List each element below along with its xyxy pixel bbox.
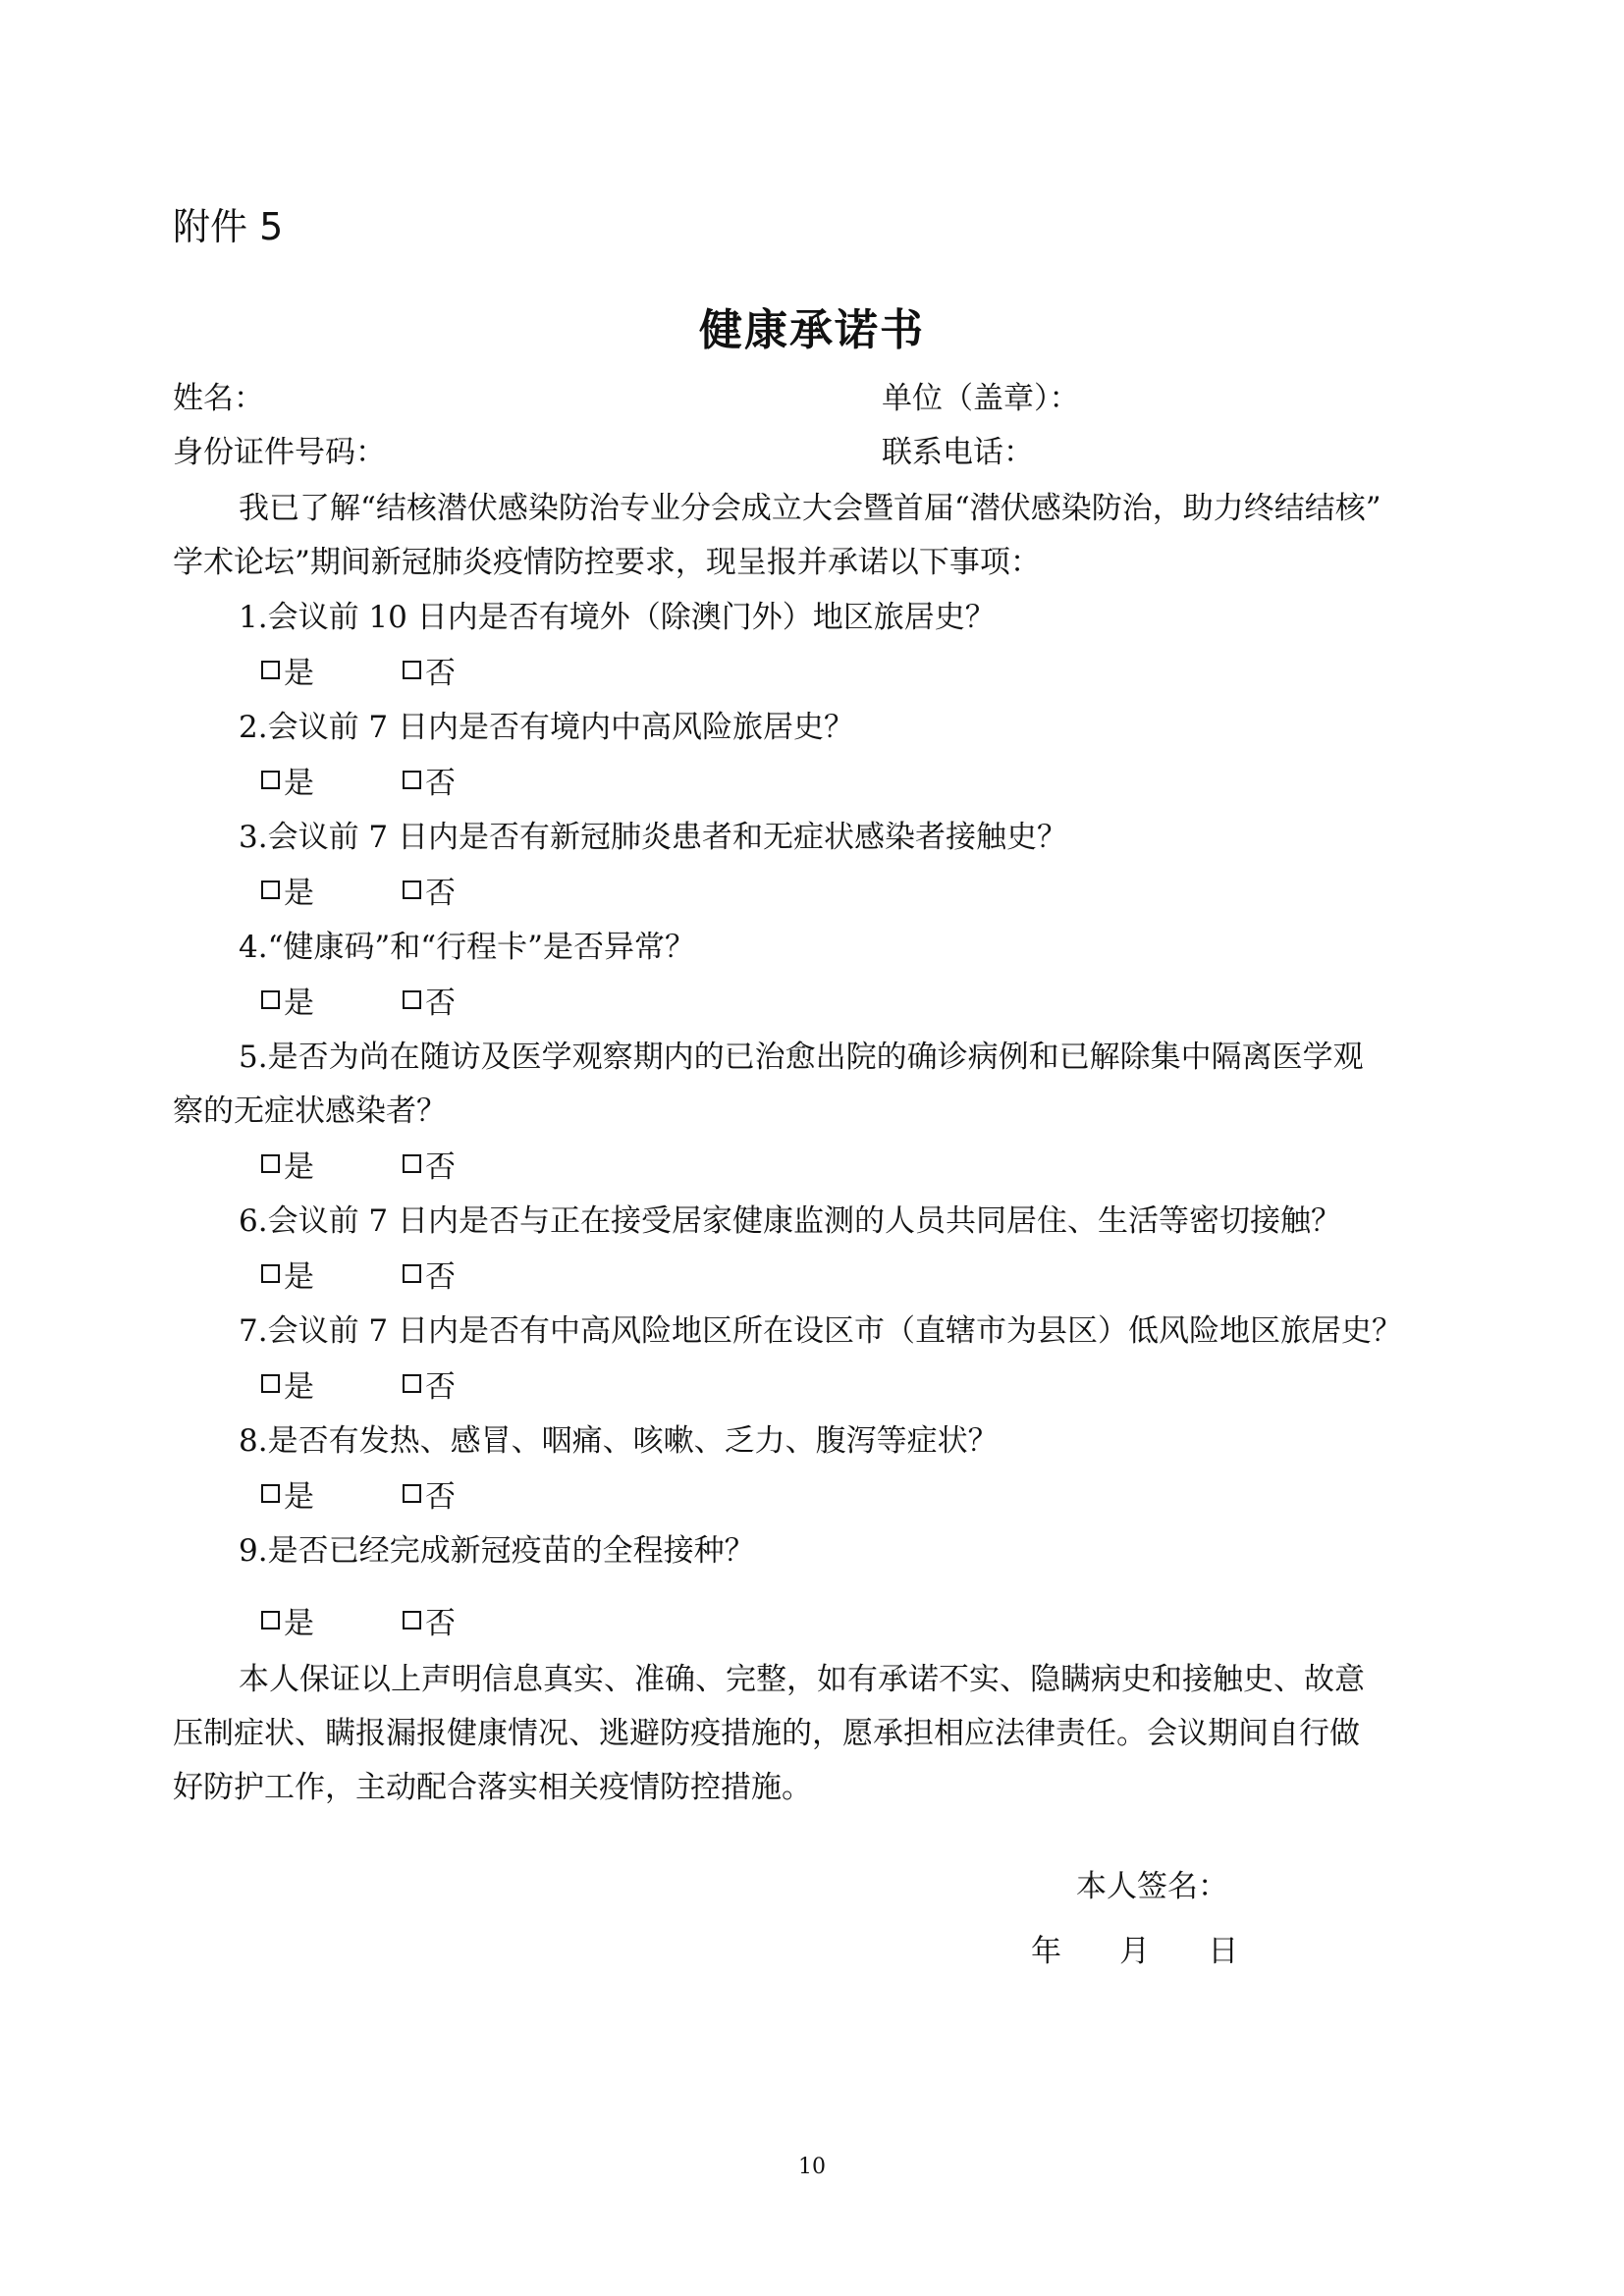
option-yes-1[interactable]: 是	[261, 648, 314, 692]
question-9: 9.是否已经完成新冠疫苗的全程接种？	[239, 1533, 755, 1569]
checkbox-icon[interactable]	[403, 1374, 421, 1393]
checkbox-icon[interactable]	[261, 661, 280, 679]
pledge-line-3: 好防护工作，主动配合落实相关疫情防控措施。	[173, 1770, 812, 1805]
pledge-line-2: 压制症状、瞒报漏报健康情况、逃避防疫措施的，愿承担相应法律责任。会议期间自行做	[173, 1716, 1360, 1751]
option-yes-9[interactable]: 是	[261, 1598, 314, 1642]
option-no-2[interactable]: 否	[403, 758, 456, 802]
option-no-1[interactable]: 否	[403, 648, 456, 692]
pledge-line-1: 本人保证以上声明信息真实、准确、完整，如有承诺不实、隐瞒病史和接触史、故意	[239, 1662, 1365, 1697]
option-yes-3[interactable]: 是	[261, 868, 314, 912]
question-7: 7.会议前 7 日内是否有中高风险地区所在设区市（直辖市为县区）低风险地区旅居史？	[239, 1313, 1403, 1349]
name-field-label: 姓名：	[173, 381, 264, 416]
option-yes-7[interactable]: 是	[261, 1362, 314, 1406]
checkbox-icon[interactable]	[261, 990, 280, 1009]
option-yes-5[interactable]: 是	[261, 1142, 314, 1186]
option-no-4[interactable]: 否	[403, 978, 456, 1022]
checkbox-icon[interactable]	[261, 1374, 280, 1393]
option-no-3[interactable]: 否	[403, 868, 456, 912]
intro-line-1: 我已了解“结核潜伏感染防治专业分会成立大会暨首届“潜伏感染防治，助力终结结核”	[239, 491, 1381, 526]
checkbox-icon[interactable]	[261, 1264, 280, 1283]
checkbox-icon[interactable]	[403, 1264, 421, 1283]
option-yes-4[interactable]: 是	[261, 978, 314, 1022]
option-no-7[interactable]: 否	[403, 1362, 456, 1406]
option-no-5[interactable]: 否	[403, 1142, 456, 1186]
question-6: 6.会议前 7 日内是否与正在接受居家健康监测的人员共同居住、生活等密切接触？	[239, 1203, 1342, 1239]
checkbox-icon[interactable]	[261, 1611, 280, 1629]
checkbox-icon[interactable]	[403, 990, 421, 1009]
checkbox-icon[interactable]	[403, 1484, 421, 1503]
id-number-field-label: 身份证件号码：	[173, 435, 386, 470]
intro-line-2: 学术论坛”期间新冠肺炎疫情防控要求，现呈报并承诺以下事项：	[173, 545, 1041, 580]
question-5: 5.是否为尚在随访及医学观察期内的已治愈出院的确诊病例和已解除集中隔离医学观	[239, 1040, 1364, 1075]
checkbox-icon[interactable]	[403, 661, 421, 679]
checkbox-icon[interactable]	[403, 1154, 421, 1173]
checkbox-icon[interactable]	[403, 881, 421, 899]
option-yes-2[interactable]: 是	[261, 758, 314, 802]
question-5-continued: 察的无症状感染者？	[173, 1094, 447, 1129]
signature-label: 本人签名：	[1076, 1869, 1228, 1904]
unit-field-label: 单位（盖章）：	[882, 381, 1080, 416]
option-no-6[interactable]: 否	[403, 1252, 456, 1296]
checkbox-icon[interactable]	[261, 771, 280, 789]
question-4: 4.“健康码”和“行程卡”是否异常？	[239, 930, 695, 965]
checkbox-icon[interactable]	[261, 1484, 280, 1503]
option-no-9[interactable]: 否	[403, 1598, 456, 1642]
checkbox-icon[interactable]	[261, 881, 280, 899]
option-no-8[interactable]: 否	[403, 1471, 456, 1516]
document-title: 健康承诺书	[699, 305, 925, 355]
signature-date: 年 月 日	[1031, 1934, 1239, 1969]
phone-field-label: 联系电话：	[882, 435, 1034, 470]
question-8: 8.是否有发热、感冒、咽痛、咳嗽、乏力、腹泻等症状？	[239, 1423, 999, 1459]
page-number: 10	[798, 2155, 826, 2179]
question-3: 3.会议前 7 日内是否有新冠肺炎患者和无症状感染者接触史？	[239, 820, 1068, 855]
question-1: 1.会议前 10 日内是否有境外（除澳门外）地区旅居史？	[239, 600, 996, 635]
option-yes-8[interactable]: 是	[261, 1471, 314, 1516]
option-yes-6[interactable]: 是	[261, 1252, 314, 1296]
checkbox-icon[interactable]	[261, 1154, 280, 1173]
checkbox-icon[interactable]	[403, 1611, 421, 1629]
attachment-label: 附件 5	[173, 205, 284, 248]
question-2: 2.会议前 7 日内是否有境内中高风险旅居史？	[239, 710, 855, 745]
checkbox-icon[interactable]	[403, 771, 421, 789]
